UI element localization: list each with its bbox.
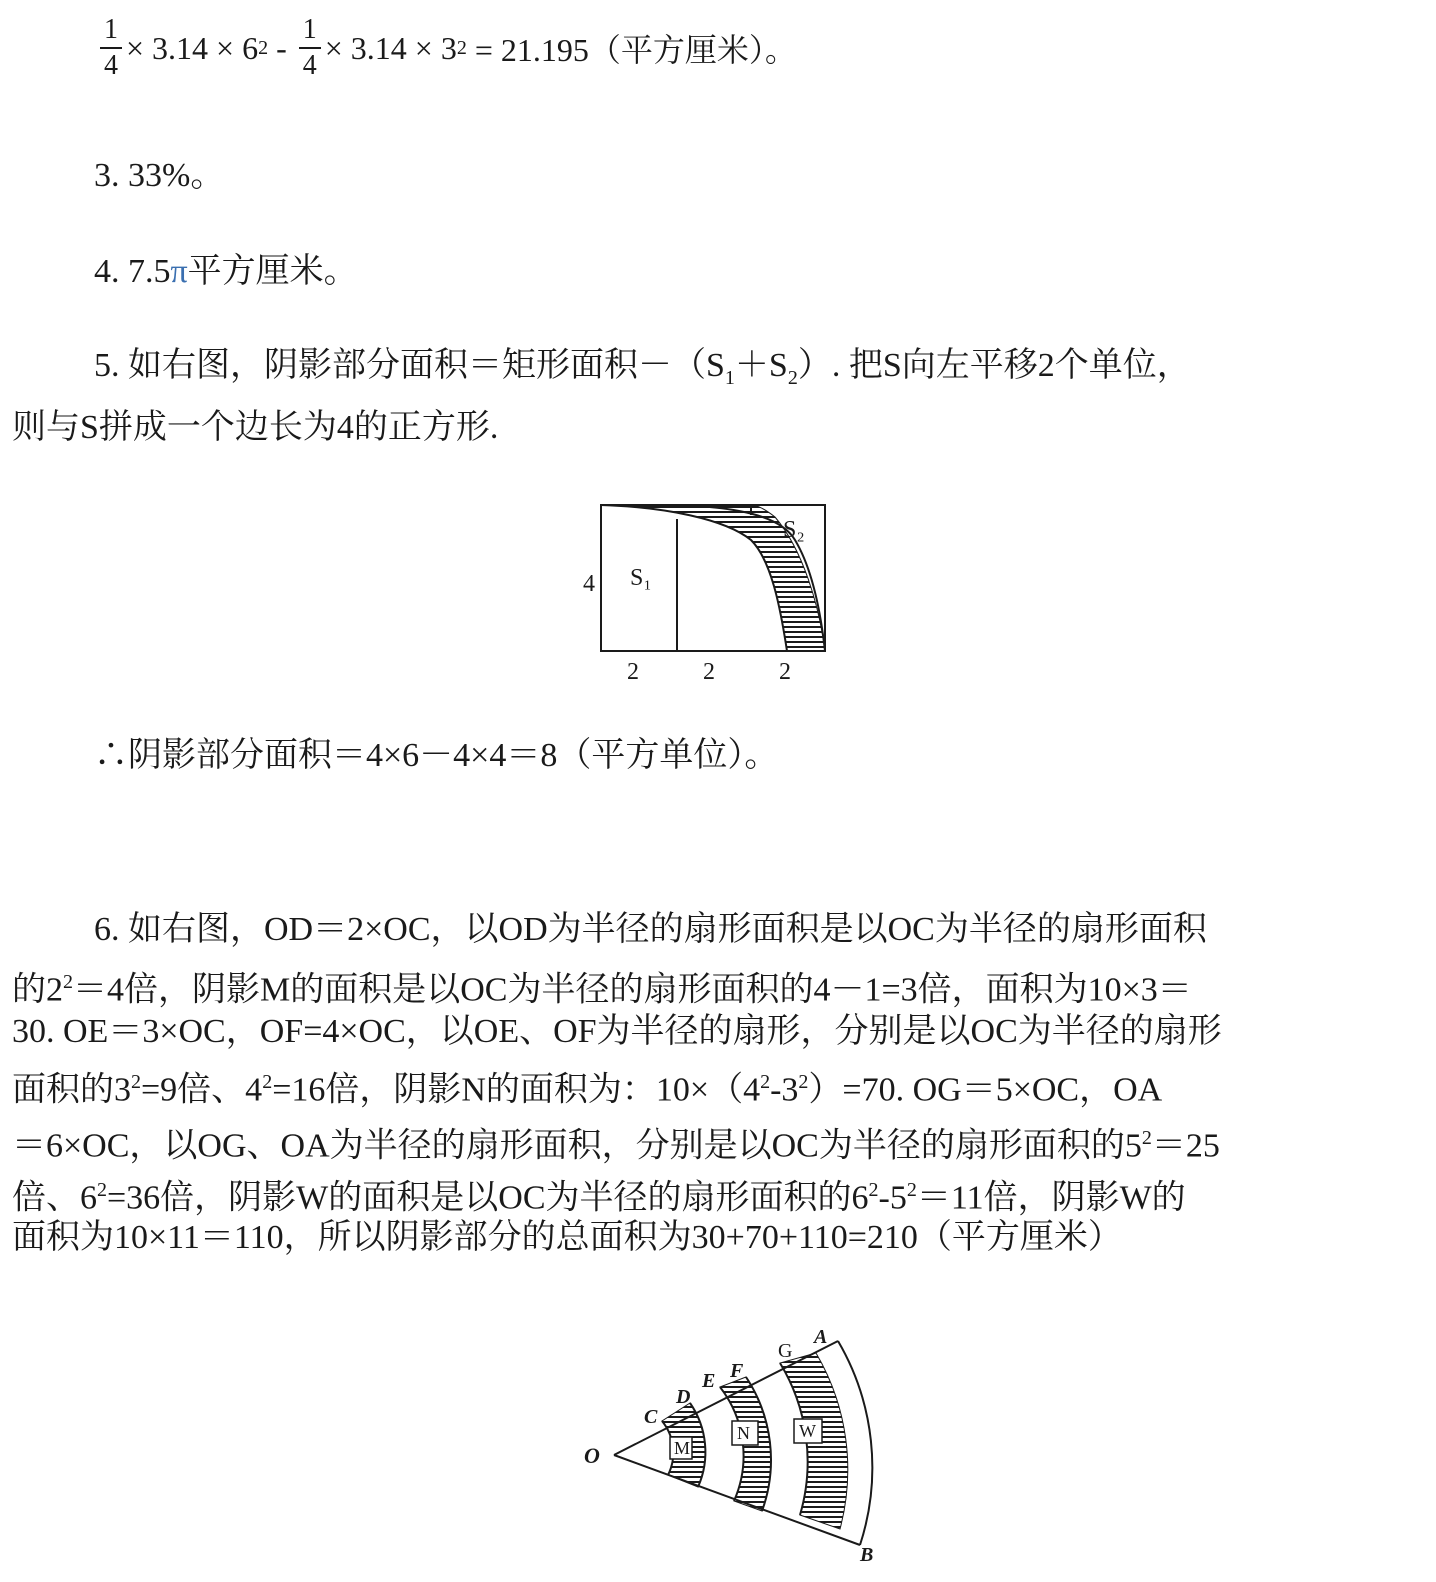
area-formula xyxy=(96,8,797,88)
formula-result: = 21.195（平方厘米）。 xyxy=(466,32,797,68)
formula-part-2: × 3.14 × 3 xyxy=(324,29,457,66)
formula-exponent-1: 2 xyxy=(258,36,269,59)
answer-6-line-1: 6. 如右图，OD＝2×OC，以OD为半径的扇形面积是以OC为半径的扇形面积 xyxy=(94,911,1207,948)
label-height: 4 xyxy=(583,571,595,597)
answer-6-line-3: 30. OE＝3×OC，OF=4×OC，以OE、OF为半径的扇形，分别是以OC为半径的扇形 xyxy=(12,1013,1222,1050)
pi-symbol: π xyxy=(170,253,188,290)
fraction-quarter-2: $\frac{1}{4}$ xyxy=(299,13,321,83)
label-n: N xyxy=(737,1423,750,1443)
label-g: G xyxy=(778,1340,793,1362)
formula-part-1: × 3.14 × 6 xyxy=(126,29,259,66)
answer-6-line-7: 面积为10×11＝110，所以阴影部分的总面积为30+70+110=210（平方厘米） xyxy=(12,1219,1122,1256)
therefore-conclusion: ∴阴影部分面积＝4×6－4×4＝8（平方单位）。 xyxy=(94,737,779,774)
label-o: O xyxy=(584,1443,600,1468)
answer-5-line-1: 5. 如右图，阴影部分面积＝矩形面积$-(S_1+S_2)$. 把S向左平移2个单位， xyxy=(94,347,1191,389)
answer-6-line-2: 的$2^2=4$倍，阴影M的面积是以OC为半径的扇形面积的4－1=3倍，面积为10×3＝ xyxy=(12,971,1192,1009)
label-width-2: 2 xyxy=(703,659,715,685)
label-e: E xyxy=(702,1370,716,1392)
fraction-quarter-1: $\frac{1}{4}$ xyxy=(100,13,122,83)
label-s1: S₁ xyxy=(630,565,652,591)
answer-3: 3. 33%。 xyxy=(94,157,225,194)
label-s2: S₂ xyxy=(783,517,805,543)
label-a: A xyxy=(814,1326,828,1348)
answer-4: 4. 7.5π平方厘米。 xyxy=(94,253,358,290)
label-d: D xyxy=(676,1386,691,1408)
sector-rings-figure xyxy=(570,1315,890,1565)
formula-minus: - xyxy=(268,29,295,66)
label-width-1: 2 xyxy=(627,659,639,685)
label-f: F xyxy=(730,1360,744,1382)
label-b: B xyxy=(860,1544,874,1565)
answer-6-line-4: 面积的$3^2=9$倍、$4^2=16$倍，阴影N的面积为：$10\times(4^2-3^2)=70$. OG＝5×OC，OA xyxy=(12,1071,1163,1109)
label-width-3: 2 xyxy=(779,659,791,685)
formula-exponent-2: 2 xyxy=(456,36,467,59)
label-c: C xyxy=(644,1406,658,1428)
answer-6-line-5: ＝6×OC，以OG、OA为半径的扇形面积，分别是以OC为半径的扇形面积的$5^2=25$ xyxy=(12,1127,1220,1165)
label-m: M xyxy=(674,1438,691,1458)
rectangle-shaded-figure xyxy=(575,495,845,695)
answer-5-line-2: 则与S拼成一个边长为4的正方形. xyxy=(12,409,499,446)
label-w: W xyxy=(799,1421,816,1441)
answer-6-line-6: 倍、$6^2=36$倍，阴影W的面积是以OC为半径的扇形面积的$6^2-5^2=11$倍，阴影W的 xyxy=(12,1179,1186,1217)
